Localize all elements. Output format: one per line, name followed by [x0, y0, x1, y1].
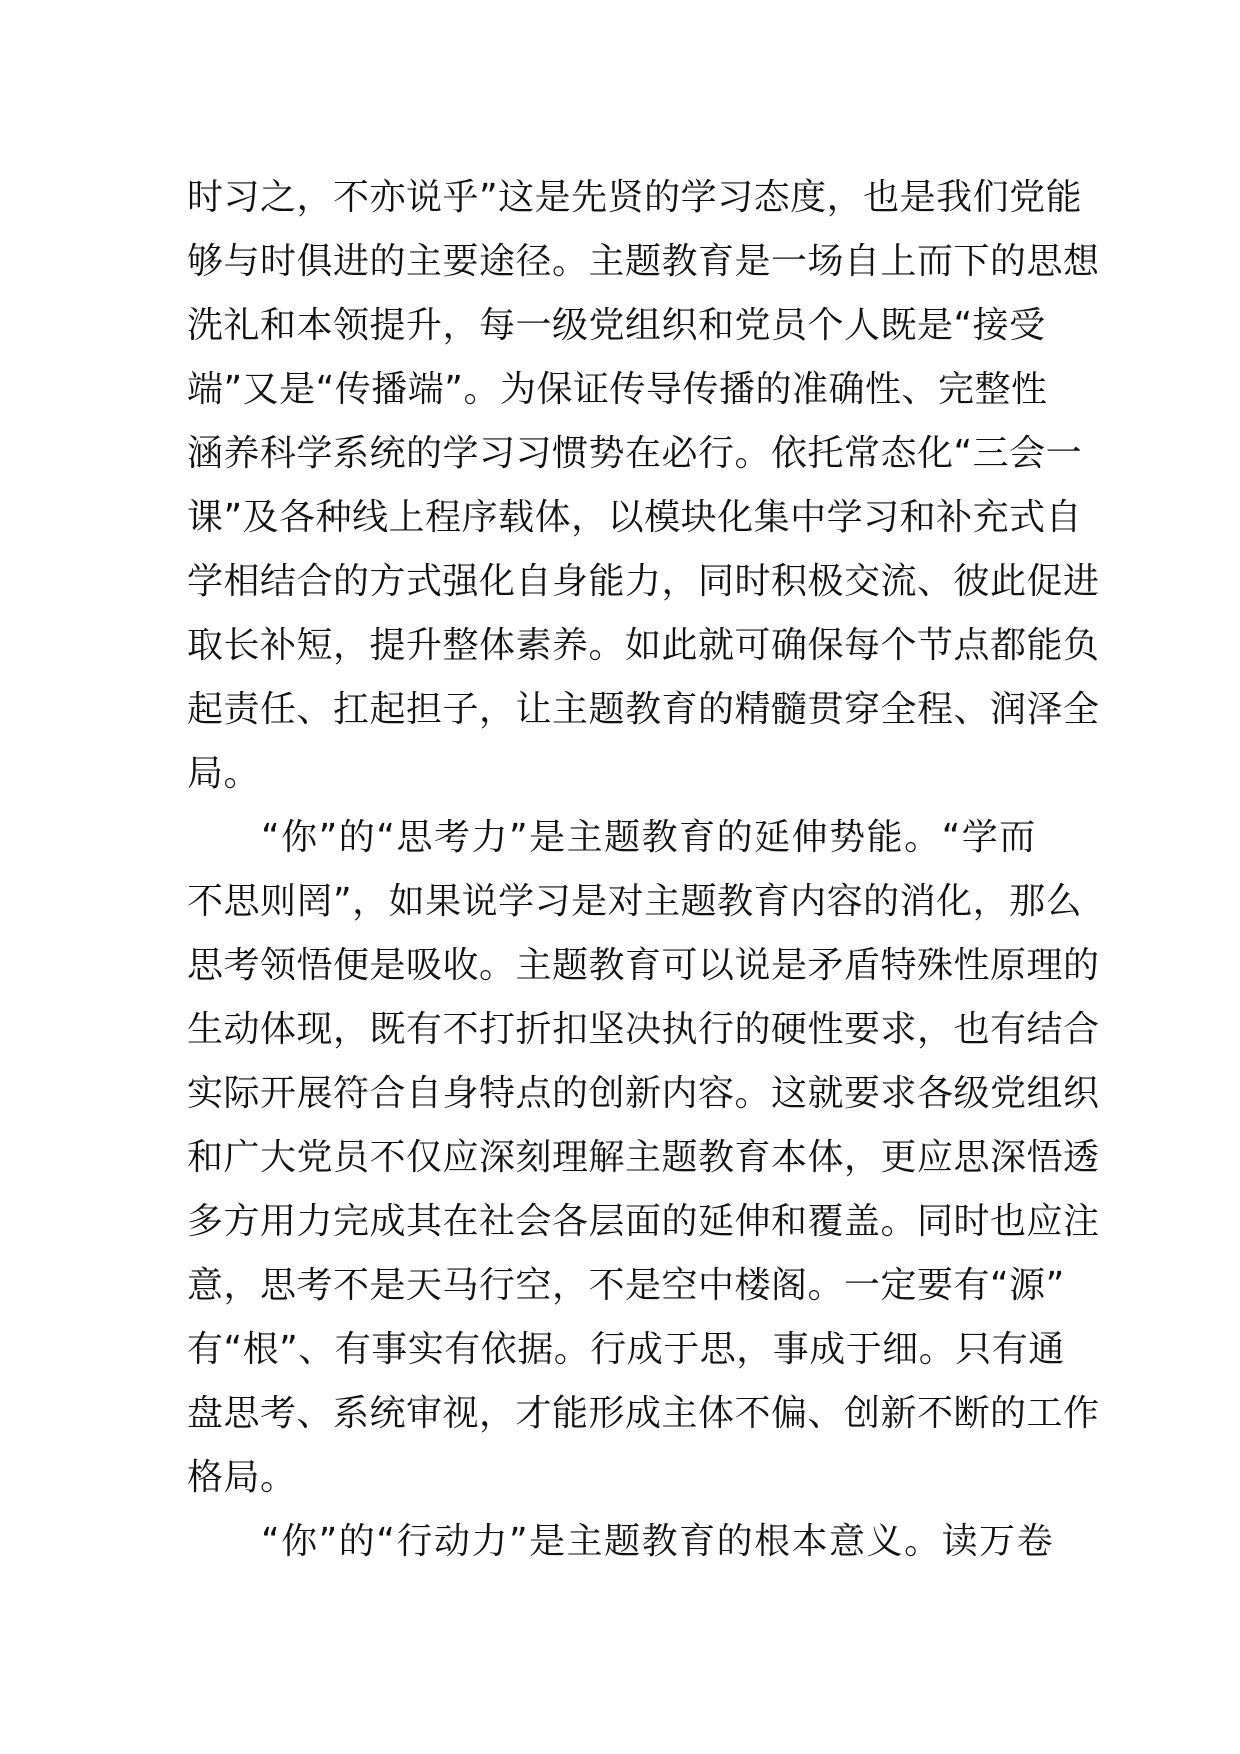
- text-line: 课”及各种线上程序载体，以模块化集中学习和补充式自: [187, 497, 1083, 538]
- text-line: 生动体现，既有不打折扣坚决执行的硬性要求，也有结合: [187, 1009, 1100, 1050]
- paragraph-first-line: “你”的“行动力”是主题教育的根本意义。读万卷: [261, 1521, 1055, 1562]
- text-line: 端”又是“传播端”。为保证传导传播的准确性、完整性: [187, 369, 1048, 410]
- text-line: 局。: [187, 753, 261, 794]
- text-line: 格局。: [187, 1457, 297, 1498]
- text-line: 多方用力完成其在社会各层面的延伸和覆盖。同时也应注: [187, 1201, 1100, 1242]
- text-line: 有“根”、有事实有依据。行成于思，事成于细。只有通: [187, 1329, 1065, 1370]
- text-line: 不思则罔”，如果说学习是对主题教育内容的消化，那么: [187, 881, 1083, 922]
- text-line: 和广大党员不仅应深刻理解主题教育本体，更应思深悟透: [187, 1137, 1100, 1178]
- text-line: 起责任、扛起担子，让主题教育的精髓贯穿全程、润泽全: [187, 689, 1100, 730]
- text-line: 学相结合的方式强化自身能力，同时积极交流、彼此促进: [187, 561, 1100, 602]
- text-line: 盘思考、系统审视，才能形成主体不偏、创新不断的工作: [187, 1393, 1100, 1434]
- text-line: 意，思考不是天马行空，不是空中楼阁。一定要有“源”: [187, 1265, 1065, 1306]
- text-line: 洗礼和本领提升，每一级党组织和党员个人既是“接受: [187, 305, 1046, 346]
- text-line: 实际开展符合自身特点的创新内容。这就要求各级党组织: [187, 1073, 1100, 1114]
- text-line: 涵养科学系统的学习习惯势在必行。依托常态化“三会一: [187, 433, 1083, 474]
- text-line: 够与时俱进的主要途径。主题教育是一场自上而下的思想: [187, 241, 1100, 282]
- text-line: 时习之，不亦说乎”这是先贤的学习态度，也是我们党能: [187, 177, 1083, 218]
- paragraph-first-line: “你”的“思考力”是主题教育的延伸势能。“学而: [261, 817, 1037, 858]
- text-line: 取长补短，提升整体素养。如此就可确保每个节点都能负: [187, 625, 1100, 666]
- text-line: 思考领悟便是吸收。主题教育可以说是矛盾特殊性原理的: [187, 945, 1100, 986]
